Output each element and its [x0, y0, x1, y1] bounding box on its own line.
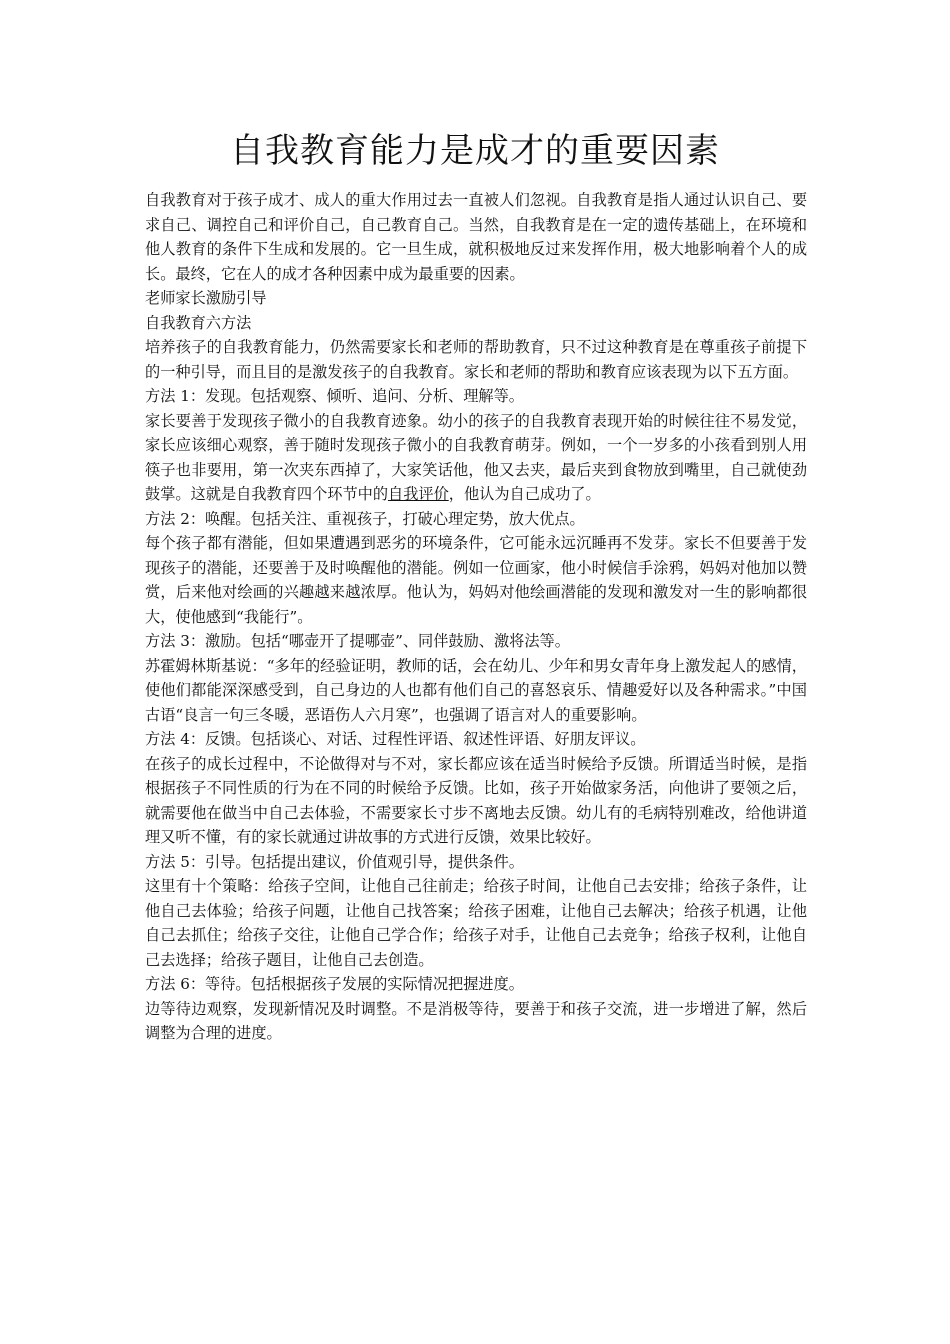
document-body: [145, 188, 807, 1046]
paragraph-intro: 自我教育对于孩子成才、成人的重大作用过去一直被人们忽视。自我教育是指人通过认识自己、要求自己、调控自己和评价自己，自己教育自己。当然，自我教育是在一定的遗传基础上，在环境和他人教育的条件下生成和发展的。它一旦生成，就积极地反过来发挥作用，极大地影响着个人的成长。最终，它在人的成才各种因素中成为最重要的因素。: [145, 191, 807, 283]
method-1-paragraph: [145, 409, 807, 507]
self-evaluation-link[interactable]: 自我评价: [388, 485, 449, 503]
method-3-heading: 方法 3：激励。包括“哪壶开了提哪壶”、同伴鼓励、激将法等。: [145, 632, 570, 650]
method-2-paragraph: 每个孩子都有潜能，但如果遭遇到恶劣的环境条件，它可能永远沉睡再不发芽。家长不但要善于发现孩子的潜能，还要善于及时唤醒他的潜能。例如一位画家，他小时候信手涂鸦，妈妈对他加以赞赏，后来他对绘画的兴趣越来越浓厚。他认为，妈妈对他绘画潜能的发现和激发对一生的影响都很大，使他感到“我能行”。: [145, 534, 807, 626]
method-1-text-before: 家长要善于发现孩子微小的自我教育迹象。幼小的孩子的自我教育表现开始的时候往往不易发觉，家长应该细心观察，善于随时发现孩子微小的自我教育萌芽。例如，一个一岁多的小孩看到别人用筷子也非要用，第一次夹东西掉了，大家笑话他，他又去夹，最后夹到食物放到嘴里，自己就使劲鼓掌。这就是自我教育四个环节中的: [145, 411, 807, 503]
method-5-paragraph: 这里有十个策略：给孩子空间，让他自己往前走；给孩子时间，让他自己去安排；给孩子条件，让他自己去体验；给孩子问题，让他自己找答案；给孩子困难，让他自己去解决；给孩子机遇，让他自己去抓住；给孩子交往，让他自己学合作；给孩子对手，让他自己去竞争；给孩子权利，让他自己去选择；给孩子题目，让他自己去创造。: [145, 877, 807, 969]
method-1-heading: 方法 1：发现。包括观察、倾听、追问、分析、理解等。: [145, 387, 524, 405]
method-4-heading: 方法 4：反馈。包括谈心、对话、过程性评语、叙述性评语、好朋友评议。: [145, 730, 646, 748]
method-6-paragraph: 边等待边观察，发现新情况及时调整。不是消极等待，要善于和孩子交流，进一步增进了解，然后调整为合理的进度。: [145, 999, 807, 1042]
document-title: 自我教育能力是成才的重要因素: [230, 131, 720, 171]
section-heading-six-methods: 自我教育六方法: [145, 313, 252, 332]
method-6-heading: 方法 6：等待。包括根据孩子发展的实际情况把握进度。: [145, 975, 524, 993]
method-2-heading: 方法 2：唤醒。包括关注、重视孩子，打破心理定势，放大优点。: [145, 509, 585, 528]
method-3-paragraph: 苏霍姆林斯基说：“多年的经验证明，教师的话，会在幼儿、少年和男女青年身上激发起人的感情，使他们都能深深感受到，自己身边的人也都有他们自己的喜怒哀乐、情趣爱好以及各种需求。”中国古语“良言一句三冬暖，恶语伤人六月寒”，也强调了语言对人的重要影响。: [145, 656, 807, 724]
paragraph-guidance: 培养孩子的自我教育能力，仍然需要家长和老师的帮助教育，只不过这种教育是在尊重孩子前提下的一种引导，而且目的是激发孩子的自我教育。家长和老师的帮助和教育应该表现为以下五方面。: [145, 338, 807, 381]
method-5-heading: 方法 5：引导。包括提出建议，价值观引导，提供条件。: [145, 852, 524, 871]
method-4-paragraph: 在孩子的成长过程中，不论做得对与不对，家长都应该在适当时候给予反馈。所谓适当时候，是指根据孩子不同性质的行为在不同的时候给予反馈。比如，孩子开始做家务活，向他讲了要领之后，就需要他在做当中自己去体验，不需要家长寸步不离地去反馈。幼儿有的毛病特别难改，给他讲道理又听不懂，有的家长就通过讲故事的方式进行反馈，效果比较好。: [145, 754, 807, 846]
method-1-text-after: ，他认为自己成功了。: [448, 485, 601, 503]
section-heading-encouragement: 老师家长激励引导: [145, 289, 267, 307]
